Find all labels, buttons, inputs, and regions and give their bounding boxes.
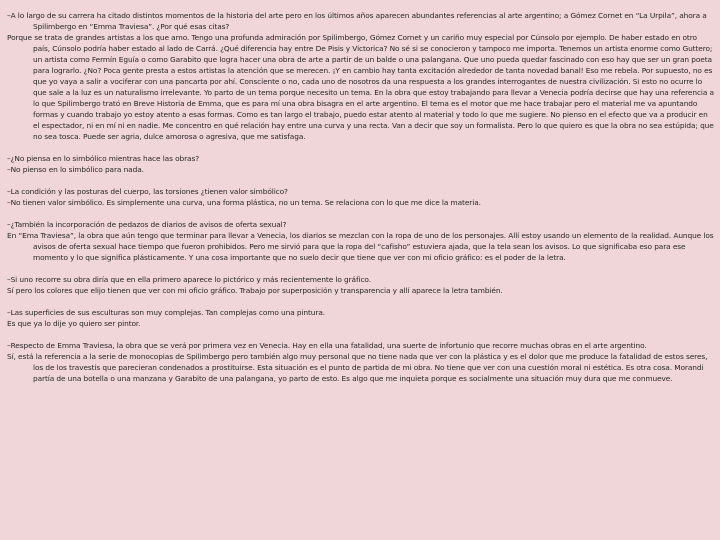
interview-question: –A lo largo de su carrera ha citado distintos momentos de la historia del arte pero en los últimos años aparecen abundantes referencias al arte argentino; a Gómez Cornet en “La Urpila”, ahora a Spilimbergo en “Emma Traviesa”. ¿Por qué esas citas?	[7, 11, 707, 31]
interview-answer: –No tienen valor simbólico. Es simplemente una curva, una forma plástica, no un tema. Se relaciona con lo que me dice la materia.	[7, 198, 481, 207]
interview-answer: Es que ya lo dije yo quiero ser pintor.	[7, 319, 141, 328]
interview-answer: Porque se trata de grandes artistas a los que amo. Tengo una profunda admiración por Spilimbergo, Gómez Cornet y un cariño muy especial por Cúnsolo por ejemplo. De haber estado en otro país, Cúnsolo podría haber estado al lado de Carrá. ¿Qué diferencia hay entre De Pisis y Victorica? No sé si se conocieron y tampoco me importa. Tenemos un artista enorme como Guttero; un artista como Fermín Eguía o como Garabito que logra hacer una obra de arte a partir de un balde o una palangana. Que uno pueda quedar fascinado con eso hay que ser un gran poeta para lograrlo. ¿No? Poca gente presta a estos artistas la atención que se merecen. ¡Y en cambio hay tanta excitación alrededor de tanta novedad banal! Eso me rebela. Por supuesto, no es que yo vaya a salir a vociferar con una pancarta por ahí. Consciente o no, cada uno de nosotros da una respuesta a los grandes interrogantes de nuestra civilización. Si esto no ocurre lo que sale a la luz es un naturalismo irrelevante. Yo parto de un tema porque necesito un tema. En la obra que estoy trabajando para llevar a Venecia podría decirse que hay una referencia a lo que Spilimbergo trató en Breve Historia de Emma, que es para mí una obra bisagra en el arte argentino. El tema es el motor que me hace trabajar pero el material me va apuntando formas y cuando trabajo yo estoy atento a esas formas. Como es tan largo el trabajo, puedo estar atento al material y todo lo que me sugiere. No pienso en el efecto que va a producir en el espectador, ni en mí ni en nadie. Me concentro en qué relación hay entre una curva y una recta. Van a decir que soy un formalista. Pero lo que quiero es que la obra no sea estúpida; que no sea tosca. Puede ser agria, dulce amorosa o agresiva, que me satisfaga.	[7, 33, 714, 141]
interview-answer: Sí pero los colores que elijo tienen que ver con mi oficio gráfico. Trabajo por superposición y transparencia y allí aparece la letra también.	[7, 286, 503, 295]
interview-block-5	[7, 274, 714, 296]
interview-question: –Respecto de Emma Traviesa, la obra que se verá por primera vez en Venecia. Hay en ella una fatalidad, una suerte de infortunio que recorre muchas obras en el arte argentino.	[7, 341, 647, 350]
interview-block-2	[7, 153, 714, 175]
interview-block-6	[7, 307, 714, 329]
interview-answer: En “Ema Traviesa”, la obra que aún tengo que terminar para llevar a Venecia, los diarios se mezclan con la ropa de uno de los personajes. Allí estoy usando un elemento de la realidad. Aunque los avisos de oferta sexual hace tiempo que fueron prohibidos. Pero me sirvió para que la ropa del “cafisho” estuviera ajada, que la tela sean los avisos. Lo que significaba eso para ese momento y lo que significa plásticamente. Y una cosa importante que no suelo decir que tiene que ver con mi oficio gráfico: es el poder de la letra.	[7, 231, 714, 262]
interview-question: –La condición y las posturas del cuerpo, las torsiones ¿tienen valor simbólico?	[7, 187, 288, 196]
interview-question: –¿No piensa en lo simbólico mientras hace las obras?	[7, 154, 200, 163]
interview-answer: Sí, está la referencia a la serie de monocopias de Spilimbergo pero también algo muy personal que no tiene nada que ver con la plástica y es el dolor que me produce la fatalidad de estos seres, los de los travestis que parecieran condenados a prostituirse. Esta situación es el punto de partida de mi obra. No tiene que ver con una cuestión moral ni estética. Es otra cosa. Morandi partía de una botella o una manzana y Garabito de una palangana, yo parto de esto. Es algo que me inquieta porque es socialmente una situación muy dura que me conmueve.	[7, 352, 708, 383]
interview-block-7	[7, 340, 714, 384]
interview-question: –Las superficies de sus esculturas son muy complejas. Tan complejas como una pintura.	[7, 308, 326, 317]
interview-block-4	[7, 219, 714, 263]
interview-block-1	[7, 10, 714, 142]
interview-question: –Si uno recorre su obra diría que en ella primero aparece lo pictórico y más recientemente lo gráfico.	[7, 275, 371, 284]
interview-block-3	[7, 186, 714, 208]
interview-question: –¿También la incorporación de pedazos de diarios de avisos de oferta sexual?	[7, 220, 287, 229]
interview-answer: –No pienso en lo simbólico para nada.	[7, 165, 144, 174]
